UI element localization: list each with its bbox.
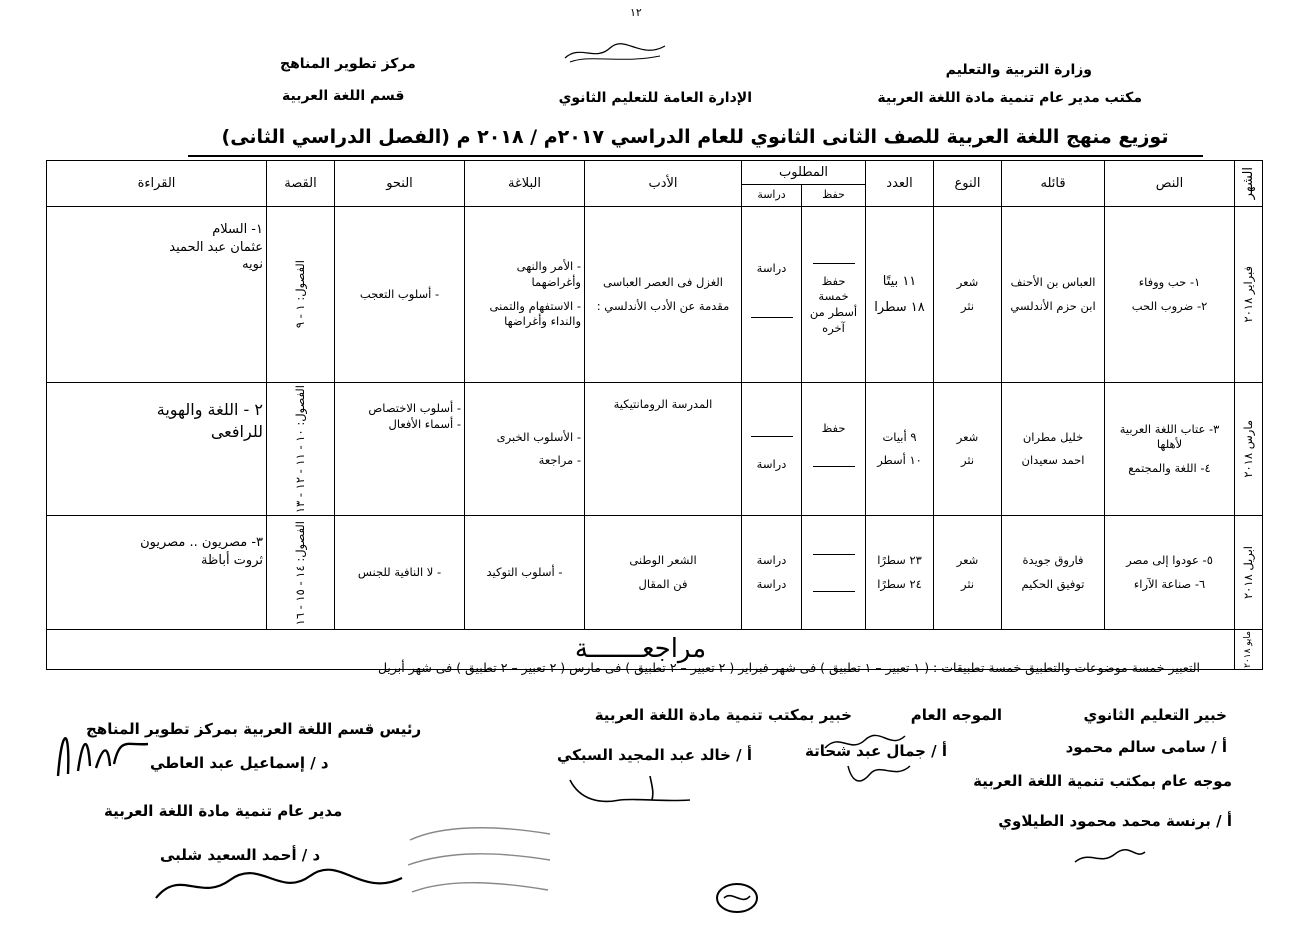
dept-head-name: د / إسماعيل عبد العاطي: [150, 754, 329, 772]
study-cell: دراسة دراسة: [742, 516, 802, 630]
header-count: العدد: [866, 161, 934, 207]
signature-scribble: [820, 728, 910, 758]
header-story: القصة: [267, 161, 335, 207]
office-name: مكتب مدير عام تنمية مادة اللغة العربية: [877, 90, 1142, 106]
reading-cell: ٣- مصريون .. مصريون ثروت أباظة: [47, 516, 267, 630]
signature-scribble: [560, 770, 700, 810]
blank-dash: [813, 591, 855, 592]
text-cell: ٥- عودوا إلى مصر ٦- صناعة الآراء: [1105, 516, 1235, 630]
header-memorize: حفظ: [802, 185, 866, 207]
memorize-cell: حفظ خمسة أسطر من آخره: [802, 207, 866, 383]
office-expert-title: خبير بمكتب تنمية مادة اللغة العربية: [594, 706, 852, 724]
signature-scribble: [1070, 840, 1150, 870]
table-row: [47, 207, 1263, 383]
header-grammar: النحو: [335, 161, 465, 207]
story-cell: الفصول: ١٠ - ١١ - ١٢ - ١٣: [267, 383, 335, 516]
literature-cell: الغزل فى العصر العباسى مقدمة عن الأدب الأندلسي :: [585, 207, 742, 383]
office-supervisor-title: موجه عام بمكتب تنمية اللغة العربية: [973, 772, 1232, 790]
office-stamp: [400, 820, 560, 910]
month-cell: ابريل ٢٠١٨: [1235, 516, 1263, 630]
blank-dash: [813, 263, 855, 264]
author-cell: فاروق جويدة توفيق الحكيم: [1002, 516, 1105, 630]
ministry-emblem: [560, 40, 670, 66]
author-cell: العباس بن الأحنف ابن حزم الأندلسي: [1002, 207, 1105, 383]
ministry-name: وزارة التربية والتعليم: [945, 62, 1092, 78]
literature-cell: المدرسة الرومانتيكية: [585, 383, 742, 516]
blank-dash: [813, 466, 855, 467]
header-required: المطلوب: [742, 161, 866, 185]
page-number: ١٢: [630, 6, 642, 19]
office-supervisor-name: أ / برنسة محمد محمود الطيلاوي: [998, 812, 1232, 830]
type-cell: شعر نثر: [934, 207, 1002, 383]
type-cell: شعر نثر: [934, 383, 1002, 516]
literature-cell: الشعر الوطنى فن المقال: [585, 516, 742, 630]
signature-scribble: [150, 858, 410, 908]
count-cell: ٢٣ سطرًا ٢٤ سطرًا: [866, 516, 934, 630]
rhetoric-cell: - الأسلوب الخبرى - مراجعة: [465, 383, 585, 516]
reading-cell: ١- السلام عثمان عبد الحميد نويه: [47, 207, 267, 383]
blank-dash: [813, 554, 855, 555]
rhetoric-cell: - أسلوب التوكيد: [465, 516, 585, 630]
author-cell: خليل مطران احمد سعيدان: [1002, 383, 1105, 516]
table-row: [47, 383, 1263, 516]
blank-dash: [751, 436, 793, 437]
blank-dash: [751, 317, 793, 318]
footnote: التعبير خمسة موضوعات والتطبيق خمسة تطبيقات : ( ١ تعبير – ١ تطبيق ) فى شهر فبراير ( ٢ تعبير – ٢ تطبيق ) فى مارس ( ٢ تعبير – ٢ تطبيق ) فى شهر أبريل: [377, 660, 1200, 675]
count-cell: ٩ أبيات ١٠ أسطر: [866, 383, 934, 516]
arabic-section: قسم اللغة العربية: [282, 88, 405, 104]
general-supervisor-name: أ / جمال عبد شحاتة: [805, 742, 947, 760]
text-cell: ٣- عتاب اللغة العربية لأهلها ٤- اللغة والمجتمع: [1105, 383, 1235, 516]
header-author: قائله: [1002, 161, 1105, 207]
memorize-cell: حفظ: [802, 383, 866, 516]
header-month: الشهر: [1235, 161, 1263, 207]
department-name: الإدارة العامة للتعليم الثانوي: [558, 90, 752, 106]
memorize-cell: [802, 516, 866, 630]
month-cell: فبراير ٢٠١٨: [1235, 207, 1263, 383]
title-underline: [188, 155, 1203, 157]
study-cell: دراسة: [742, 207, 802, 383]
grammar-cell: - أسلوب التعجب: [335, 207, 465, 383]
month-cell: مارس ٢٠١٨: [1235, 383, 1263, 516]
text-cell: ١- حب ووفاء ٢- ضروب الحب: [1105, 207, 1235, 383]
story-cell: الفصول: ١ - ٩: [267, 207, 335, 383]
director-title: مدير عام تنمية مادة اللغة العربية: [104, 802, 343, 820]
page-title: توزيع منهج اللغة العربية للصف الثانى الثانوي للعام الدراسي ٢٠١٧م / ٢٠١٨ م (الفصل الدراسي الثانى): [221, 126, 1169, 148]
study-cell: دراسة: [742, 383, 802, 516]
grammar-cell: - أسلوب الاختصاص - أسماء الأفعال: [335, 383, 465, 516]
office-expert-name: أ / خالد عبد المجيد السبكي: [557, 746, 752, 764]
header-rhetoric: البلاغة: [465, 161, 585, 207]
dept-head-title: رئيس قسم اللغة العربية بمركز تطوير المناهج: [86, 720, 422, 738]
grammar-cell: - لا النافية للجنس: [335, 516, 465, 630]
general-supervisor-title: الموجه العام: [910, 706, 1002, 724]
signature-scribble: [48, 716, 158, 786]
story-cell: الفصول: ١٤ - ١٥ - ١٦: [267, 516, 335, 630]
curriculum-center: مركز تطوير المناهج: [280, 56, 416, 72]
type-cell: شعر نثر: [934, 516, 1002, 630]
count-cell: ١١ بيتًا ١٨ سطرا: [866, 207, 934, 383]
header-literature: الأدب: [585, 161, 742, 207]
header-type: النوع: [934, 161, 1002, 207]
page-seal: [712, 880, 762, 916]
header-text: النص: [1105, 161, 1235, 207]
header-study: دراسة: [742, 185, 802, 207]
expert-secondary-name: أ / سامى سالم محمود: [1065, 738, 1227, 756]
expert-secondary-title: خبير التعليم الثانوي: [1083, 706, 1227, 724]
review-label: مراجعـــــــة: [47, 630, 1235, 670]
director-name: د / أحمد السعيد شلبى: [160, 846, 321, 864]
header-reading: القراءة: [47, 161, 267, 207]
curriculum-table: [46, 160, 1263, 670]
reading-cell: ٢ - اللغة والهوية للرافعى: [47, 383, 267, 516]
table-row: [47, 516, 1263, 630]
month-cell: مايو ٢٠١٨: [1235, 630, 1263, 670]
signature-scribble: [840, 760, 920, 790]
rhetoric-cell: - الأمر والنهى وأغراضهما - الاستفهام والتمنى والنداء وأغراضها: [465, 207, 585, 383]
